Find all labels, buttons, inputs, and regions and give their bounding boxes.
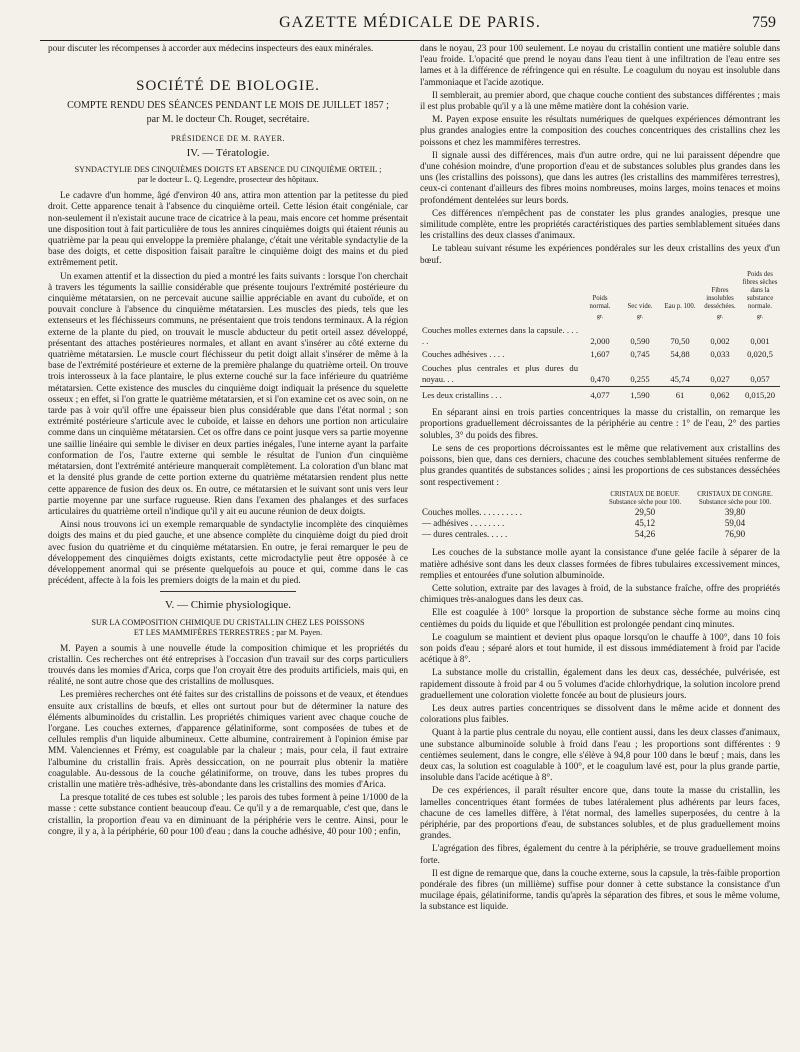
article2-title-line1: SUR LA COMPOSITION CHIMIQUE DU CRISTALLIN CHEZ LES POISSONS (91, 617, 365, 627)
article1-title-line1: SYNDACTYLIE DES CINQUIÈMES DOIGTS ET ABSENCE DU CINQUIÈME ORTEIL ; (74, 165, 382, 175)
weight-table-header-cell (420, 271, 580, 311)
right-paragraph-15: Quant à la partie plus centrale du noyau, elle contient aussi, dans les deux classes d'animaux, une substance albuminoïde soluble à froid dans l'eau ; les proportions sont différentes : 9 centièmes seulement, dans le congre, elle s'élève à 94,8 pour 100 dans le bœuf ; mais, dans les deux cas, la solution est coagulable à 100°, et le coagulum lavé est, pour la plus grande partie, insoluble dans l'acide acétique à 8°. (420, 728, 780, 784)
table-cell: 76,90 (724, 529, 746, 540)
weight-table-header (420, 271, 780, 311)
right-paragraph-5: Ces différences n'empêchent pas de constater les plus grandes analogies, presque une similitude complète, entre les propriétés caractéristiques des parties semblablement situées dans les cristallins des deux classes d'animaux. (420, 208, 780, 242)
article1-paragraph-2: Un examen attentif et la dissection du pied a montré les faits suivants : lorsque l'on cherchait à travers les téguments la saillie considérable que présente toujours l'extrémité postérieure du cinquième métatarsien, on ne percevait aucune saillie appréciable en avant du cuboïde, et on pouvait conclure à l'absence du cinquième métatarsien. Les muscles des pieds, tels que les extenseurs et les fléchisseurs communs, ne présentaient que trois tendons terminaux. A la région externe de la plante du pied, on trouvait le muscle abducteur du petit orteil assez développé, présentant des attaches postérieures normales, et allant en avant s'insérer au côté externe du quatrième métatarsien. Le muscle court fléchisseur du petit doigt allait s'insérer de même à la base de l'extrémité postérieure et externe de la première phalange du quatrième orteil. On trouve trois interosseux à la face plantaire, le plus externe couché sur la face inférieure du quatrième métatarsien. Cette existence des muscles du cinquième doigt indiquait la présence du squelette osseux ; en effet, si l'on gratte le quatrième métatarsien, et si l'on examine cet os avec soin, on ne tarde pas à voir qu'il offre une épaisseur bien plus considérable que dans l'état normal ; son extrémité postérieure s'articule avec le cuboïde, et laisse en dehors une portion non articulaire comme dans un cinquième métatarsien. Cet os offre dans ce point jusque vers sa partie moyenne une saillie linéaire qui semble le diviser en deux parties inégales, l'une interne ayant la parfaite conformation de l'os, l'autre externe qui semble le résultat de l'union d'un cinquième métatarsien, dont l'extrémité antérieure manquerait complètement. La coloration d'un blanc mat et la densité plus grande de cette portion externe du quatrième métatarsien rendent plus nette cette apparence de fusion des deux os. En outre, ce métatarsien et le suivant sont unis vers leur partie moyenne par une surface rugueuse. Rien dans l'examen des phalanges et des surfaces articulaires du quatrième orteil n'indique qu'il y ait eu aucune réunion de deux doigts. (48, 271, 408, 517)
intro-paragraph: pour discuter les récompenses à accorder aux médecins inspecteurs des eaux minérales. (48, 44, 374, 54)
dry-table-header-cell (420, 491, 600, 507)
right-paragraph-11: Elle est coagulée à 100° lorsque la proportion de substance sèche forme au moins cinq centièmes du poids du liquide et que l'ébullition est prolongée pendant cinq minutes. (420, 608, 780, 630)
table-cell: 45,74 (670, 373, 690, 384)
table-row (420, 518, 780, 529)
right-paragraph-9: Les couches de la substance molle ayant la consistance d'une gelée facile à séparer de la matière adhésive sont dans les deux classes formées de fibres tubulaires excessivement minces, remplies et entourées d'une solution albuminoïde. (420, 548, 780, 581)
dry-table-header-cell: CRISTAUX DE BOEUF. Substance sèche pour 100. (608, 490, 682, 506)
unit-cell: gr. (716, 313, 724, 320)
page-header (40, 10, 780, 41)
table-cell: 70,50 (670, 336, 690, 347)
article1-paragraph-1: Le cadavre d'un homme, âgé d'environ 40 ans, attira mon attention par la petitesse du pied droit. Cette apparence tenait à l'absence du cinquième orteil. Cette lésion était congéniale, car non-seulement il n'existait aucune trace de cicatrice à la peau, mais encore cet homme présentait une disposition tout à fait particulière de tous les annires cinquièmes doigts qui étaient réunis au quatrième par la peau qui enveloppe la première phalange, c'était une véritable syndactylie de la base des doigts, et cette disposition faisait paraître le cinquième doigt des mains et du pied extrêmement petit. (48, 191, 408, 269)
article1-title-line2: par le docteur L. Q. Legendre, prosecteur des hôpitaux. (137, 175, 319, 185)
row-label: — adhésives . . . . . . . . (422, 517, 505, 528)
section-divider (160, 591, 297, 592)
right-paragraph-3: M. Payen expose ensuite les résultats numériques de quelques expériences démontrant les plus grandes analogies entre la composition des couches concentriques des cristallins chez les poissons et chez les mammifères terrestres. (420, 115, 780, 148)
society-heading: SOCIÉTÉ DE BIOLOGIE. (136, 78, 320, 95)
table-cell: 29,50 (634, 506, 656, 517)
section-v-title: V. — Chimie physiologique. (165, 599, 291, 612)
row-label: Couches molles. . . . . . . . . . (422, 506, 522, 517)
table-cell: 0,027 (710, 373, 730, 384)
row-label: Couches adhésives . . . . (422, 349, 505, 360)
article2-title-line2: ET LES MAMMIFÈRES TERRESTRES ; par M. Payen. (133, 627, 323, 637)
table-cell: 0,255 (630, 373, 650, 384)
table-cell: 61 (660, 387, 700, 403)
right-paragraph-1: dans le noyau, 23 pour 100 seulement. Le noyau du cristallin contient une matière soluble dans l'eau froide. L'opacité que prend le noyau dans l'eau tient à une infiltration de l'eau entre ses lames et à la différence de réfringence qui en résulte. Le coagulum du noyau est insoluble dans l'ammoniaque et l'acide azotique. (420, 44, 780, 88)
table-cell: 0,062 (700, 387, 740, 403)
table-cell: 0,001 (750, 336, 770, 347)
table-cell: 45,12 (634, 517, 656, 528)
weight-table-header-cell: Eau p. 100. (664, 302, 696, 310)
right-paragraph-10: Cette solution, extraite par des lavages à froid, de la substance fraîche, offre des propriétés chimiques très-analogues dans les deux cas. (420, 583, 780, 606)
table-cell: 0,033 (710, 349, 730, 360)
weight-table-header-cell: Fibres insolubles desséchées. (704, 286, 736, 310)
unit-cell (420, 311, 580, 324)
article1-paragraph-3: Ainsi nous trouvons ici un exemple remarquable de syndactylie incomplète des cinquièmes doigts des mains et du pied gauche, et une absence complète du cinquième doigt du pied droit avec fusion du quatrième et du cinquième métatarsien. En outre, je ferai remarquer le peu de développement des cinquièmes doigts existants, cette microdactylie peut être opposée à ce développement anormal qui se présente quelquefois au pouce et qui, comme dans le cas précédent, affecte à la fois les premiers doigts de la main et du pied. (48, 520, 408, 587)
right-column (420, 44, 780, 1044)
table-row (420, 507, 780, 518)
running-title: GAZETTE MÉDICALE DE PARIS. (279, 14, 541, 31)
row-label: Couches plus centrales et plus dures du noyau. . . (422, 362, 578, 384)
table-cell: 54,88 (670, 349, 690, 360)
row-label: Couches molles externes dans la capsule. . . . . . (422, 325, 578, 347)
page-number: 759 (752, 14, 776, 31)
right-paragraph-14: Les deux autres parties concentriques se dissolvent dans le même acide et donnent des colorations plus faibles. (420, 703, 780, 726)
dry-table-header (420, 491, 780, 507)
table-cell: 0,745 (630, 349, 650, 360)
table-cell: 4,077 (580, 387, 620, 403)
article2-paragraph-3: La presque totalité de ces tubes est soluble ; les parois des tubes forment à peine 1/1000 de la masse : cette substance contient beaucoup d'eau. Ce qu'il y a de remarquable, c'est que, dans le cristallin, la proportion d'eau va en diminuant de la périphérie vers le centre. Ainsi, pour le congre, il y a, à la périphérie, 60 pour 100 d'eau ; dans la couche adhésive, 40 pour 100 ; enfin, (48, 793, 408, 837)
table-cell: 0,470 (590, 373, 610, 384)
table-cell: 39,80 (724, 506, 746, 517)
article2-paragraph-2: Les premières recherches ont été faites sur des cristallins de poissons et de veaux, et étendues ensuite aux cristallins de bœufs, et elles ont surtout pour but de déterminer la nature des éléments albuminoïdes du cristallin. Les propriétés chimiques varient avec chaque couche de l'organe. Les couches externes, d'apparence gélatiniforme, sont composées de tubes et de cellules remplis d'un liquide albumineux. Cette albumine, contrairement à l'opinion émise par MM. Valenciennes et Frémy, est coagulable par la chaleur ; mais, pour cela, il faut extraire l'albumine du cristallin frais. Après dessiccation, on ne pourrait plus obtenir la matière coagulable. Au-dessous de la couche gélatiniforme, on trouve, dans les tubes propres du cristallin une matière très-adhésive, très-abondante dans les cristallins des momies d'Arica. (48, 690, 408, 790)
right-paragraph-8: Le sens de ces proportions décroissantes est le même que relativement aux cristallins des poissons, bien que, dans ces derniers, chacune des couches semblablement situées renferme de plus grandes quantités de substances solides ; ainsi les proportions de ces substances desséchées sont respectivement : (420, 443, 780, 488)
left-column (48, 44, 408, 1044)
right-paragraph-12: Le coagulum se maintient et devient plus opaque lorsqu'on le chauffe à 100°, dans 10 fois son poids d'eau ; séparé alors et tout humide, il est dissous immédiatement à froid par l'acide acétique à 8°. (420, 632, 780, 666)
unit-cell: gr. (596, 313, 604, 320)
table-row (420, 362, 780, 387)
article2-paragraph-1: M. Payen a soumis à une nouvelle étude la composition chimique et les propriétés du cristallin. Ces recherches ont été entreprises à l'occasion d'un travail sur des corps particuliers trouvés dans les momies d'Arica, corps que l'on croyait être des produits artificiels, mais qui, en réalité, ne sont autre chose que des cristallins de mollusques. (48, 643, 408, 688)
row-label: Les deux cristallins . . . (420, 387, 580, 403)
weight-table-header-cell: Poids des fibres sèches dans la substance normale. (742, 270, 778, 310)
table-cell: 1,607 (590, 349, 610, 360)
table-cell: 0,020,5 (747, 349, 773, 360)
right-paragraph-2: Il semblerait, au premier abord, que chaque couche contient des substances différentes ; mais il est plus probable qu'il y a là une même matière dont la cohésion varie. (420, 90, 780, 113)
right-paragraph-13: La substance molle du cristallin, également dans les deux cas, desséchée, pulvérisée, est rapidement dissoute à froid par 4 ou 5 volumes d'acide chlorhydrique, la solution incolore prend graduellement une coloration violette foncée au bout de plusieurs jours. (420, 668, 780, 701)
unit-cell: gr. (636, 313, 644, 320)
compte-rendu-line1: COMPTE RENDU DES SÉANCES PENDANT LE MOIS DE JUILLET 1857 ; (67, 100, 389, 112)
weight-table (420, 271, 780, 402)
presidence-line: PRÉSIDENCE DE M. RAYER. (170, 133, 286, 143)
table-cell: 1,590 (620, 387, 660, 403)
table-cell: 0,057 (750, 373, 770, 384)
table-cell: 0,002 (710, 336, 730, 347)
right-paragraph-7: En séparant ainsi en trois parties concentriques la masse du cristallin, on remarque les proportions graduellement décroissantes de la périphérie au centre : 1° de l'eau, 2° des parties solubles, 3° du poids des fibres. (420, 408, 780, 441)
compte-rendu-line2: par M. le docteur Ch. Rouget, secrétaire. (146, 113, 310, 125)
table-cell: 0,590 (630, 336, 650, 347)
weight-table-header-cell: Poids normal. (589, 294, 611, 310)
table-cell: 54,26 (634, 529, 656, 540)
dry-table-header-cell: CRISTAUX DE CONGRE. Substance sèche pour 100. (697, 490, 773, 506)
weight-table-units-row (420, 311, 780, 324)
section-iv-title: IV. — Tératologie. (186, 147, 270, 160)
unit-cell: gr. (756, 313, 764, 320)
table-row (420, 348, 780, 361)
table-cell: 59,04 (724, 517, 746, 528)
table-cell: 0,015,20 (740, 387, 780, 403)
table-row (420, 529, 780, 540)
right-paragraph-17: L'agrégation des fibres, également du centre à la périphérie, se trouve graduellement moins forte. (420, 844, 780, 866)
row-label: — dures centrales. . . . . (422, 529, 508, 540)
table-row (420, 324, 780, 348)
article2-title (48, 618, 408, 638)
right-paragraph-16: De ces expériences, il paraît résulter encore que, dans toute la masse du cristallin, les lamelles concentriques étant formées de tubes latéralement plus adhérents par leurs faces, chacune de ces lamelles diffère, à l'état normal, des lamelles superposées, du centre à la périphérie, par des proportions d'eau, de substances solubles, et de plus graduellement moins grandes. (420, 786, 780, 842)
right-paragraph-6: Le tableau suivant résume les expériences pondérales sur les deux cristallins des yeux d'un bœuf. (420, 244, 780, 266)
weight-table-header-cell: Sec vide. (627, 302, 653, 310)
right-paragraph-18: Il est digne de remarque que, dans la couche externe, sous la capsule, la très-faible proportion pondérale des fibres (un millième) suffise pour donner à cette substance la consistance d'un mucilage épais, gélatiniforme, tandis qu'après la séparation des fibres, et sous le même volume, la substance est liquide. (420, 868, 780, 913)
table-total-row (420, 387, 780, 403)
right-paragraph-4: Il signale aussi des différences, mais d'un autre ordre, qui ne lui paraissent dépendre que d'une cohésion moindre, d'une proportion d'eau et de substances solubles plus grandes dans les uns (les cristallins des poissons), que dans les autres (les cristallins des mammifères terrestres), ceux-ci contenant d'ailleurs des fibres moins nombreuses, moins larges, moins tenaces et moins profondément dentelées sur leurs bords. (420, 150, 780, 206)
table-cell: 2,000 (590, 336, 610, 347)
article1-title (48, 165, 408, 185)
unit-cell (660, 311, 700, 324)
dry-substance-table (420, 491, 780, 541)
